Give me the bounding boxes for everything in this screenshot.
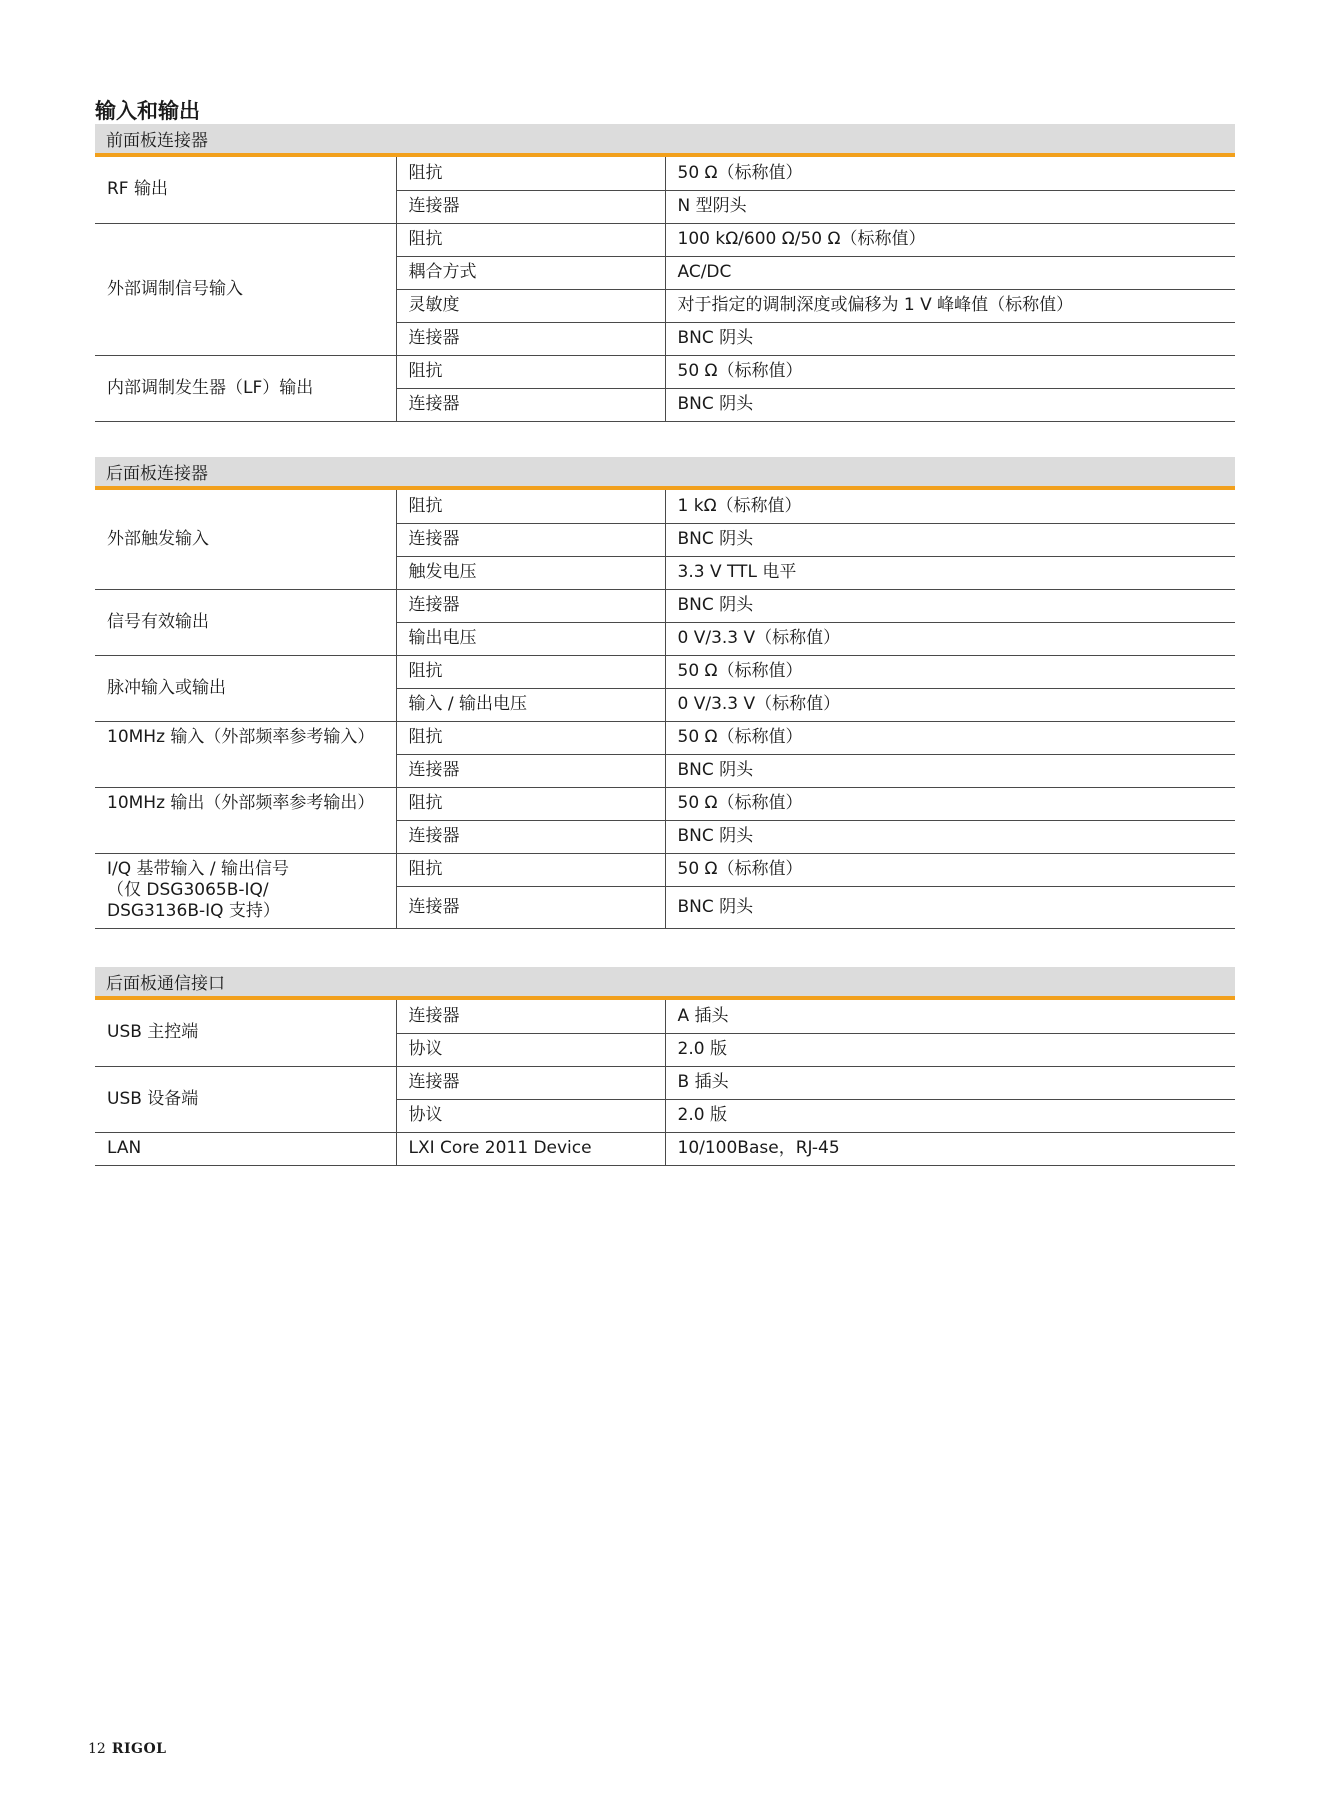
value-cell: 2.0 版	[665, 1099, 1235, 1132]
value-cell: 50 Ω（标称值）	[665, 355, 1235, 388]
param-cell: 连接器	[396, 190, 665, 223]
value-cell: 50 Ω（标称值）	[665, 853, 1235, 886]
table-row	[95, 157, 1235, 190]
value-cell: B 插头	[665, 1066, 1235, 1099]
table-row	[95, 721, 1235, 754]
param-cell: 阻抗	[396, 721, 665, 754]
value-cell: 对于指定的调制深度或偏移为 1 V 峰峰值（标称值）	[665, 289, 1235, 322]
param-cell: 协议	[396, 1033, 665, 1066]
value-cell: BNC 阴头	[665, 886, 1235, 928]
section-front-panel-connectors	[95, 124, 1235, 422]
value-cell: 50 Ω（标称值）	[665, 157, 1235, 190]
param-cell: 阻抗	[396, 157, 665, 190]
value-cell: 100 kΩ/600 Ω/50 Ω（标称值）	[665, 223, 1235, 256]
value-cell: N 型阴头	[665, 190, 1235, 223]
table-row	[95, 589, 1235, 622]
group-label: LAN	[95, 1132, 396, 1165]
group-label: 外部触发输入	[95, 490, 396, 589]
group-label: RF 输出	[95, 157, 396, 223]
value-cell: BNC 阴头	[665, 523, 1235, 556]
param-cell: 阻抗	[396, 787, 665, 820]
section-header: 后面板连接器	[95, 457, 1235, 490]
page-number: 12	[88, 1741, 106, 1757]
param-cell: 阻抗	[396, 655, 665, 688]
group-label-line: （仅 DSG3065B-IQ/	[107, 879, 269, 900]
group-label: 外部调制信号输入	[95, 223, 396, 355]
spec-table	[95, 157, 1235, 422]
table-row	[95, 355, 1235, 388]
param-cell: 输出电压	[396, 622, 665, 655]
value-cell: 1 kΩ（标称值）	[665, 490, 1235, 523]
table-row	[95, 1066, 1235, 1099]
spec-table	[95, 1000, 1235, 1166]
value-cell: 0 V/3.3 V（标称值）	[665, 688, 1235, 721]
value-cell: 10/100Base，RJ-45	[665, 1132, 1235, 1165]
value-cell: BNC 阴头	[665, 589, 1235, 622]
param-cell: 阻抗	[396, 223, 665, 256]
param-cell: 连接器	[396, 820, 665, 853]
table-row	[95, 853, 1235, 886]
value-cell: 0 V/3.3 V（标称值）	[665, 622, 1235, 655]
spec-table	[95, 490, 1235, 929]
table-row	[95, 787, 1235, 820]
table-row	[95, 223, 1235, 256]
value-cell: BNC 阴头	[665, 322, 1235, 355]
param-cell: 阻抗	[396, 853, 665, 886]
group-label: 信号有效输出	[95, 589, 396, 655]
section-header: 后面板通信接口	[95, 967, 1235, 1000]
table-row	[95, 655, 1235, 688]
param-cell: 连接器	[396, 886, 665, 928]
page-footer	[88, 1741, 167, 1757]
value-cell: BNC 阴头	[665, 388, 1235, 421]
value-cell: 3.3 V TTL 电平	[665, 556, 1235, 589]
param-cell: 灵敏度	[396, 289, 665, 322]
param-cell: 阻抗	[396, 490, 665, 523]
group-label: 内部调制发生器（LF）输出	[95, 355, 396, 421]
table-row	[95, 490, 1235, 523]
param-cell: 输入 / 输出电压	[396, 688, 665, 721]
group-label-line: DSG3136B-IQ 支持）	[107, 900, 280, 921]
param-cell: 触发电压	[396, 556, 665, 589]
table-row	[95, 1000, 1235, 1033]
param-cell: 连接器	[396, 589, 665, 622]
param-cell: 连接器	[396, 322, 665, 355]
param-cell: 连接器	[396, 388, 665, 421]
group-label: USB 主控端	[95, 1000, 396, 1066]
group-label	[95, 853, 396, 928]
page-title: 输入和输出	[95, 99, 200, 123]
group-label: 10MHz 输出（外部频率参考输出）	[95, 787, 396, 853]
value-cell: BNC 阴头	[665, 754, 1235, 787]
param-cell: 连接器	[396, 1066, 665, 1099]
value-cell: BNC 阴头	[665, 820, 1235, 853]
value-cell: 50 Ω（标称值）	[665, 787, 1235, 820]
section-rear-panel-communication	[95, 967, 1235, 1166]
section-header: 前面板连接器	[95, 124, 1235, 157]
value-cell: 50 Ω（标称值）	[665, 655, 1235, 688]
section-rear-panel-connectors	[95, 457, 1235, 929]
value-cell: 50 Ω（标称值）	[665, 721, 1235, 754]
value-cell: A 插头	[665, 1000, 1235, 1033]
value-cell: AC/DC	[665, 256, 1235, 289]
brand-logo: RIGOL	[111, 1741, 167, 1757]
value-cell: 2.0 版	[665, 1033, 1235, 1066]
param-cell: 阻抗	[396, 355, 665, 388]
param-cell: 连接器	[396, 1000, 665, 1033]
group-label: USB 设备端	[95, 1066, 396, 1132]
table-row	[95, 1132, 1235, 1165]
param-cell: 连接器	[396, 523, 665, 556]
param-cell: 协议	[396, 1099, 665, 1132]
group-label: 10MHz 输入（外部频率参考输入）	[95, 721, 396, 787]
param-cell: LXI Core 2011 Device	[396, 1132, 665, 1165]
group-label-line: I/Q 基带输入 / 输出信号	[107, 858, 290, 879]
param-cell: 耦合方式	[396, 256, 665, 289]
group-label: 脉冲输入或输出	[95, 655, 396, 721]
param-cell: 连接器	[396, 754, 665, 787]
